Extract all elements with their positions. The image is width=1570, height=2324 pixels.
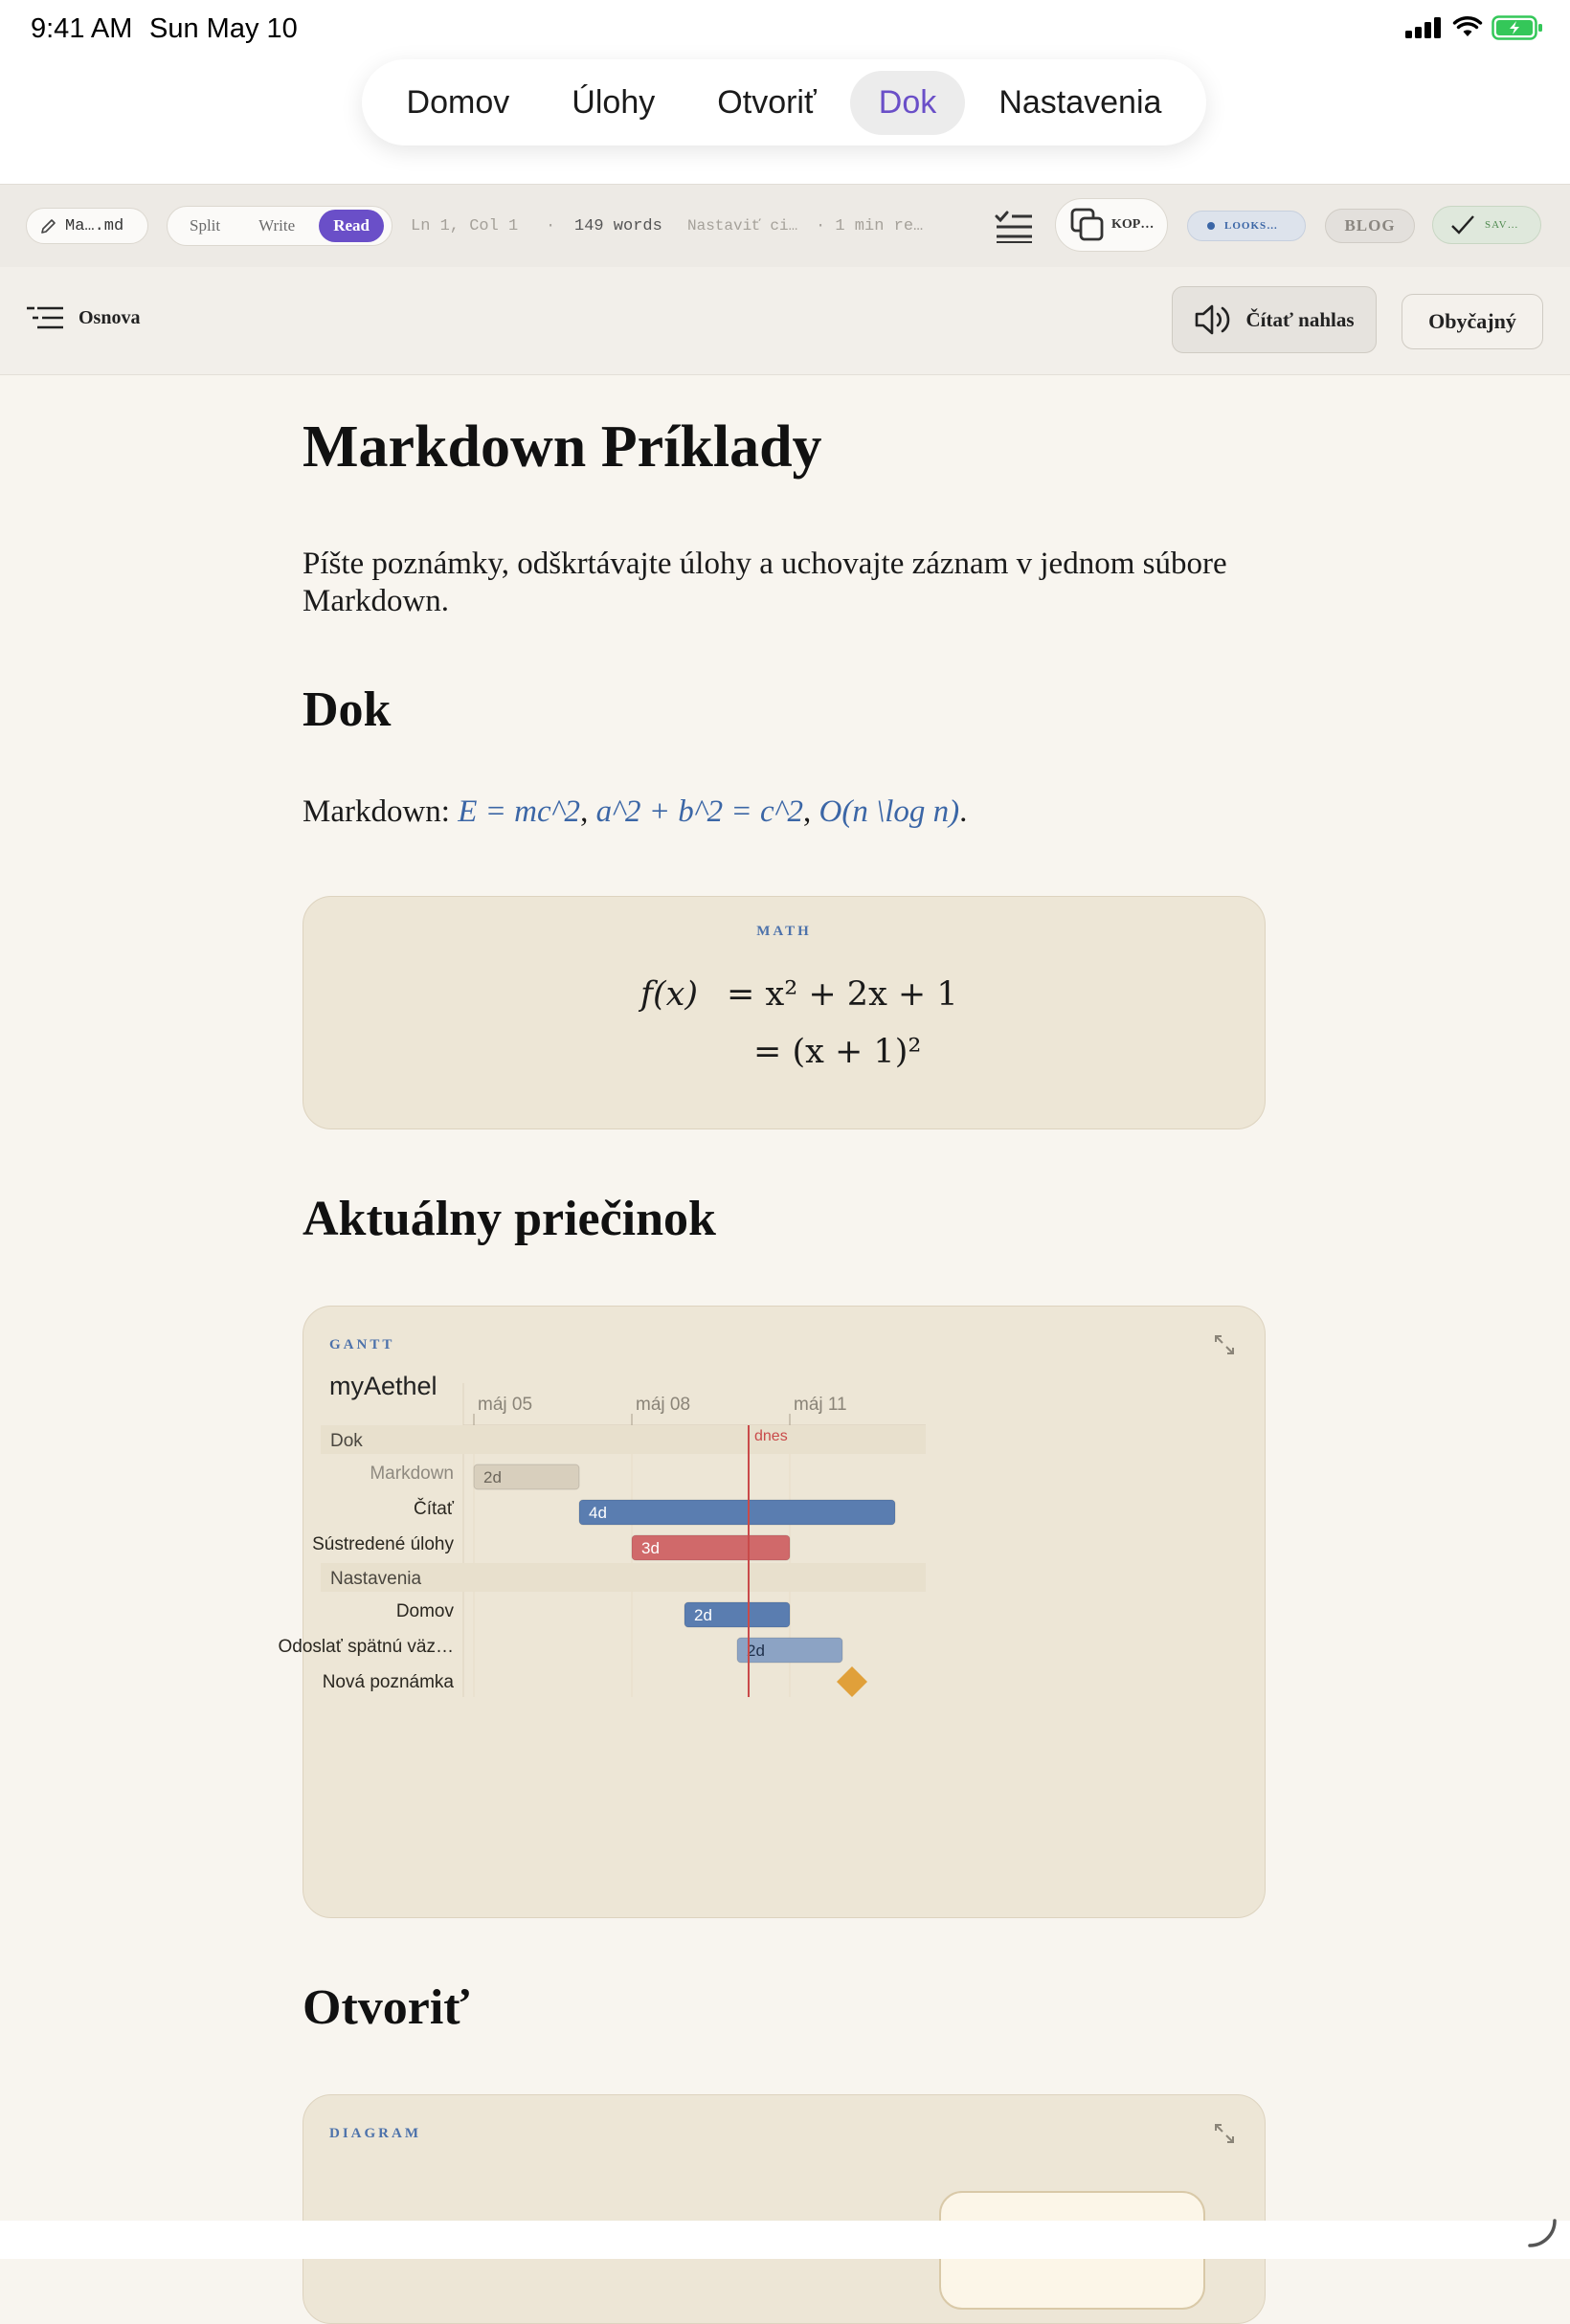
tab-otvorit[interactable]: Otvoriť: [717, 83, 817, 121]
gantt-task-duration: 2d: [747, 1642, 765, 1660]
doc-lead: Píšte poznámky, odškrtávajte úlohy a uchovajte záznam v jednom súbore Markdown.: [303, 547, 1227, 618]
blog-label: BLOG: [1344, 216, 1396, 235]
cursor-position: Ln 1, Col 1: [411, 217, 519, 235]
diagram-card-label: DIAGRAM: [329, 2126, 421, 2141]
gantt-task-label: Markdown: [370, 1464, 454, 1484]
gantt-task-label: Domov: [395, 1601, 454, 1621]
math-card-label: MATH: [756, 924, 812, 939]
outline-list-icon: [27, 305, 63, 330]
battery-icon: [1492, 15, 1543, 40]
mode-write-button[interactable]: Write: [258, 216, 296, 235]
formula-energy[interactable]: E = mc^2: [458, 794, 581, 829]
check-icon: [1450, 214, 1475, 235]
heading-current-folder: Aktuálny priečinok: [303, 1192, 716, 1246]
editor-toolbar: [0, 184, 1570, 268]
style-button[interactable]: [1402, 294, 1543, 349]
gantt-task-duration: 2d: [483, 1468, 502, 1486]
math-rhs-line2: = (x + 1)²: [753, 1033, 922, 1071]
doc-title: Markdown Príklady: [303, 414, 822, 480]
wifi-icon: [1453, 17, 1482, 38]
top-tab-bar: [362, 59, 1206, 145]
diagram-card: [303, 2094, 1266, 2324]
copy-icon: [1069, 207, 1106, 243]
gantt-section-band: [321, 1425, 926, 1454]
md-prefix: Markdown:: [303, 794, 459, 829]
looks-dot: [1207, 222, 1215, 230]
gantt-date-label: máj 11: [794, 1395, 847, 1415]
gantt-date-label: máj 08: [636, 1395, 691, 1415]
reading-time: · 1 min re…: [816, 217, 924, 235]
gantt-section-label: Nastavenia: [330, 1569, 422, 1589]
goal-button[interactable]: Nastaviť ci…: [687, 217, 798, 235]
tab-ulohy[interactable]: Úlohy: [572, 83, 656, 121]
mode-read-button[interactable]: Read: [319, 210, 384, 242]
gantt-today-label: dnes: [754, 1428, 788, 1444]
read-aloud-label: Čítať nahlas: [1245, 307, 1355, 331]
formula-complexity[interactable]: O(n \log n): [819, 794, 960, 829]
bottom-strip: [0, 2221, 1570, 2259]
status-time: 9:41 AM: [31, 13, 133, 44]
outline-button[interactable]: [27, 305, 140, 330]
copy-button[interactable]: [1055, 198, 1168, 252]
math-lhs: f(x): [640, 975, 699, 1014]
blog-button[interactable]: [1325, 209, 1415, 243]
copy-label: KOP…: [1111, 217, 1155, 232]
gantt-task-duration: 3d: [641, 1539, 660, 1557]
gantt-task-bar: [579, 1500, 895, 1525]
status-bar: [0, 0, 1570, 61]
gantt-milestone-label: Nová poznámka: [322, 1672, 454, 1692]
gantt-task-label: Sústredené úlohy: [312, 1534, 454, 1554]
filename-pill[interactable]: [26, 208, 148, 244]
gantt-title: myAethel: [329, 1372, 437, 1400]
looks-label: LOOKS…: [1224, 220, 1279, 232]
gantt-task-duration: 4d: [589, 1504, 607, 1522]
gantt-task-duration: 2d: [694, 1606, 712, 1624]
tab-dok[interactable]: Dok: [850, 71, 965, 135]
speaker-icon: [1194, 303, 1234, 336]
math-rhs-line1: = x² + 2x + 1: [727, 975, 958, 1014]
looks-button[interactable]: [1187, 211, 1306, 241]
status-date: Sun May 10: [149, 13, 298, 44]
tab-nastavenia[interactable]: Nastavenia: [998, 83, 1162, 121]
gantt-section-label: Dok: [330, 1431, 363, 1451]
math-card: [303, 896, 1266, 1129]
outline-label: Osnova: [78, 306, 141, 328]
heading-dok: Dok: [303, 682, 392, 737]
gantt-task-label: Čítať: [414, 1499, 454, 1519]
outline-bar: [0, 267, 1570, 375]
formula-pythagoras[interactable]: a^2 + b^2 = c^2: [595, 794, 804, 829]
mode-split-button[interactable]: Split: [190, 216, 221, 235]
gantt-date-label: máj 05: [478, 1395, 533, 1415]
tab-domov[interactable]: Domov: [406, 83, 510, 121]
resize-handle-icon[interactable]: [1526, 2217, 1559, 2249]
gantt-task-label: Odoslať spätnú väz…: [278, 1637, 454, 1657]
gantt-milestone-diamond: [837, 1666, 867, 1697]
saved-status[interactable]: [1432, 206, 1541, 244]
gantt-chart: [278, 1307, 1267, 1919]
status-icons: [1405, 15, 1543, 40]
read-aloud-button[interactable]: [1172, 286, 1377, 353]
pencil-icon: [40, 217, 57, 235]
mode-switcher: [167, 206, 392, 246]
meta-separator: ·: [546, 217, 556, 235]
gantt-card: [278, 1306, 1266, 1918]
checklist-icon[interactable]: [994, 208, 1034, 244]
signal-icon: [1405, 17, 1444, 38]
expand-icon[interactable]: [1213, 2122, 1236, 2145]
word-count: 149 words: [574, 217, 662, 235]
markdown-formula-line: Markdown: E = mc^2, a^2 + b^2 = c^2, O(n \log n).: [303, 794, 968, 829]
gantt-card-label: GANTT: [329, 1337, 395, 1352]
filename-label: Ma….md: [65, 216, 124, 235]
style-label: Obyčajný: [1428, 309, 1516, 333]
heading-otvorit: Otvoriť: [303, 1980, 470, 2035]
saved-label: SAV…: [1485, 219, 1519, 231]
